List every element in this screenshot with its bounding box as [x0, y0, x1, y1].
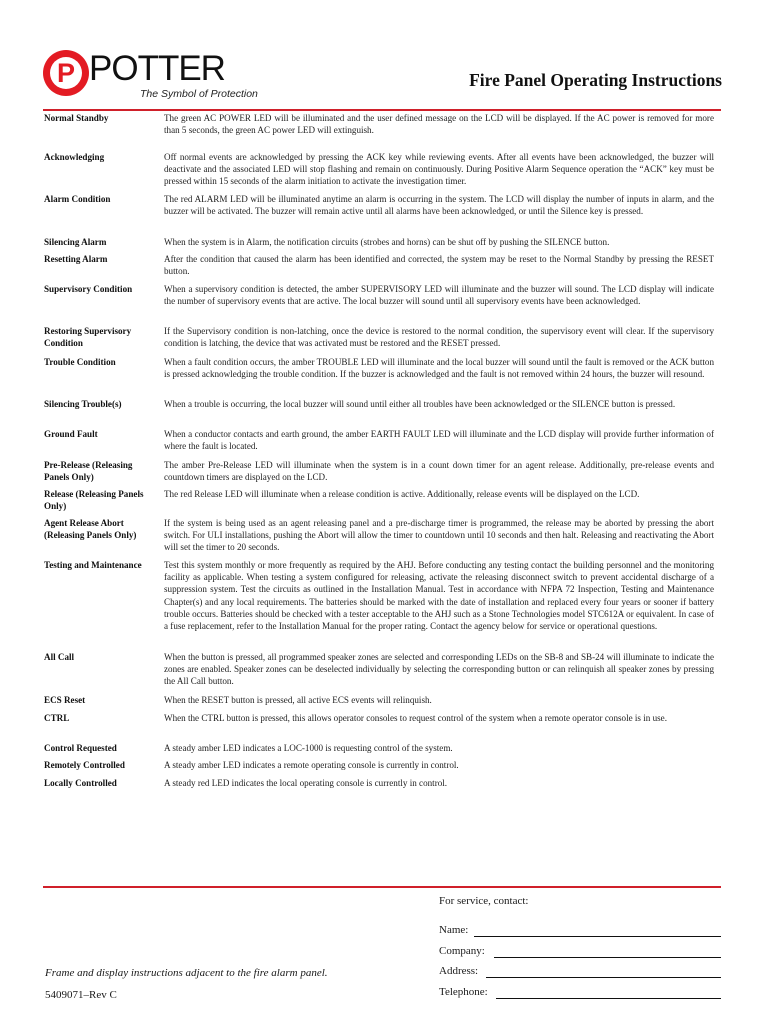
instruction-term: Supervisory Condition: [44, 284, 133, 294]
instruction-desc: When a conductor contacts and earth ground, the amber EARTH FAULT LED will illuminate and the LCD display will provide further information of where the fault is located.: [164, 429, 714, 452]
instruction-term: Agent Release Abort (Releasing Panels Only): [44, 518, 137, 541]
instruction-term: Resetting Alarm: [44, 254, 108, 264]
blank-line: [486, 977, 721, 978]
instruction-term: Pre-Release (Releasing Panels Only): [44, 460, 133, 483]
page-header: [0, 0, 768, 112]
instruction-term: Release (Releasing Panels Only): [44, 489, 144, 512]
instruction-desc: After the condition that caused the alarm has been identified and corrected, the system may be reset to the Normal Standby by pressing the RESET button.: [164, 254, 714, 277]
instruction-term: All Call: [44, 652, 75, 662]
instruction-term: Ground Fault: [44, 429, 98, 439]
blank-line: [496, 998, 721, 999]
instruction-term: Alarm Condition: [44, 194, 111, 204]
instruction-desc: A steady amber LED indicates a remote operating console is currently in control.: [164, 760, 459, 770]
instruction-term: Acknowledging: [44, 152, 105, 162]
field-label: Address:: [439, 965, 479, 977]
instruction-desc: When the RESET button is pressed, all active ECS events will relinquish.: [164, 695, 432, 705]
instruction-desc: A steady amber LED indicates a LOC-1000 is requesting control of the system.: [164, 743, 453, 753]
contact-company-field: [439, 945, 721, 961]
instruction-desc: When a trouble is occurring, the local buzzer will sound until either all troubles have been acknowledged or the SILENCE button is pressed.: [164, 399, 676, 409]
instruction-term: CTRL: [44, 713, 70, 723]
logo-glyph: P: [56, 58, 75, 88]
instruction-desc: The red ALARM LED will be illuminated anytime an alarm is occurring in the system. The LCD will display the number of inputs in alarm, and the buzzer will be activated. The buzzer will remain active until all alarms have been acknowledged, or until the Silence key is pressed.: [164, 194, 714, 217]
frame-instructions-note: Frame and display instructions adjacent to the fire alarm panel.: [45, 967, 328, 979]
instruction-term: Trouble Condition: [44, 357, 116, 367]
contact-address-field: [439, 965, 721, 981]
instruction-desc: The red Release LED will illuminate when a release condition is active. Additionally, release events will be displayed on the LCD.: [164, 489, 640, 499]
logo-wordmark: POTTER: [89, 49, 225, 88]
field-label: Company:: [439, 945, 485, 957]
instruction-desc: When the CTRL button is pressed, this allows operator consoles to request control of the system when a remote operator console is in use.: [164, 713, 667, 723]
instruction-desc: Test this system monthly or more frequently as required by the AHJ. Before conducting any testing contact the building personnel and the monitoring facility as applicable. When testing a system configured for releasing, activate the releasing disconnect switch to prevent accidental discharge of a suppression system. Test the circuits as outlined in the Installation Manual. Test in accordance with NFPA 72 Inspection, Testing and Maintenance Chapter(s) and any local requirements. The batteries should be marked with the date of installation and replaced every four years or sooner if battery trouble occurs. Batteries should be checked with a tester acceptable to the AHJ such as a Stone Technologies model STC612A or equivalent. In case of a fuse replacement, refer to the Installation Manual for the proper rating. Contact the agency below for service or operational questions.: [164, 560, 714, 632]
instruction-term: Silencing Trouble(s): [44, 399, 122, 409]
service-contact-title: For service, contact:: [439, 895, 529, 907]
contact-telephone-field: [439, 986, 721, 1002]
instruction-term: ECS Reset: [44, 695, 86, 705]
page-title: Fire Panel Operating Instructions: [469, 70, 722, 90]
instruction-term: Restoring Supervisory Condition: [44, 326, 132, 349]
instruction-term: Silencing Alarm: [44, 237, 107, 247]
instruction-term: Locally Controlled: [44, 778, 117, 788]
field-label: Name:: [439, 924, 469, 936]
blank-line: [474, 936, 721, 937]
field-label: Telephone:: [439, 986, 488, 998]
instruction-term: Remotely Controlled: [44, 760, 125, 770]
instruction-term: Normal Standby: [44, 113, 109, 123]
footer-divider: [43, 886, 721, 888]
instruction-desc: When a fault condition occurs, the amber TROUBLE LED will illuminate and the local buzzer will sound until the fault is removed or the ACK button is pressed acknowledging the trouble condition. If the buzzer is acknowledged and the fault is not removed within 24 hours, the buzzer will resound.: [164, 357, 714, 380]
header-divider: [43, 109, 721, 111]
instruction-term: Control Requested: [44, 743, 117, 753]
instruction-desc: When the system is in Alarm, the notification circuits (strobes and horns) can be shut off by pushing the SILENCE button.: [164, 237, 610, 247]
instruction-desc: If the Supervisory condition is non-latching, once the device is restored to the normal condition, the supervisory event will clear. If the supervisory condition is latching, the device that was activated must be restored and the RESET pressed.: [164, 326, 714, 349]
part-number: 5409071–Rev C: [45, 989, 117, 1001]
instruction-desc: If the system is being used as an agent releasing panel and a pre-discharge timer is programmed, the release may be aborted by pressing the abort switch. For ULI installations, pushing the Abort will allow the timer to countdown until 10 seconds and then halt. Releasing and reactivating the Abort will set the timer to 20 seconds.: [164, 518, 714, 553]
contact-name-field: [439, 924, 721, 940]
instruction-term: Testing and Maintenance: [44, 560, 142, 570]
instruction-desc: The green AC POWER LED will be illuminated and the user defined message on the LCD will be displayed. If the AC power is removed for more than 5 seconds, the green AC power LED will extinguish.: [164, 113, 714, 136]
instruction-desc: When a supervisory condition is detected, the amber SUPERVISORY LED will illuminate and the buzzer will sound. The LCD display will indicate the number of supervisory events that are active. The local buzzer will sound until all supervisory events have been acknowledged.: [164, 284, 714, 307]
instruction-desc: When the button is pressed, all programmed speaker zones are selected and corresponding LEDs on the SB-8 and SB-24 will illuminate to indicate the zones are enabled. Speaker zones can be deselected individually by selecting the corresponding button or can relinquish all speaker zones by pressing the All Call button.: [164, 652, 714, 687]
instruction-desc: Off normal events are acknowledged by pressing the ACK key while reviewing events. After all events have been acknowledged, the buzzer will deactivate and the associated LED will stop flashing and remain on continuously. During Positive Alarm Sequence operation the “ACK” key must be pressed within 15 seconds of the alarm initiation to activate the investigation timer.: [164, 152, 714, 187]
logo-tagline: The Symbol of Protection: [140, 88, 258, 100]
potter-logo-icon: [43, 50, 89, 96]
instruction-desc: The amber Pre-Release LED will illuminate when the system is in a count down timer for an agent release. Additionally, pre-release events and countdown timers are displayed on the LCD.: [164, 460, 714, 483]
instruction-desc: A steady red LED indicates the local operating console is currently in control.: [164, 778, 448, 788]
blank-line: [494, 957, 721, 958]
